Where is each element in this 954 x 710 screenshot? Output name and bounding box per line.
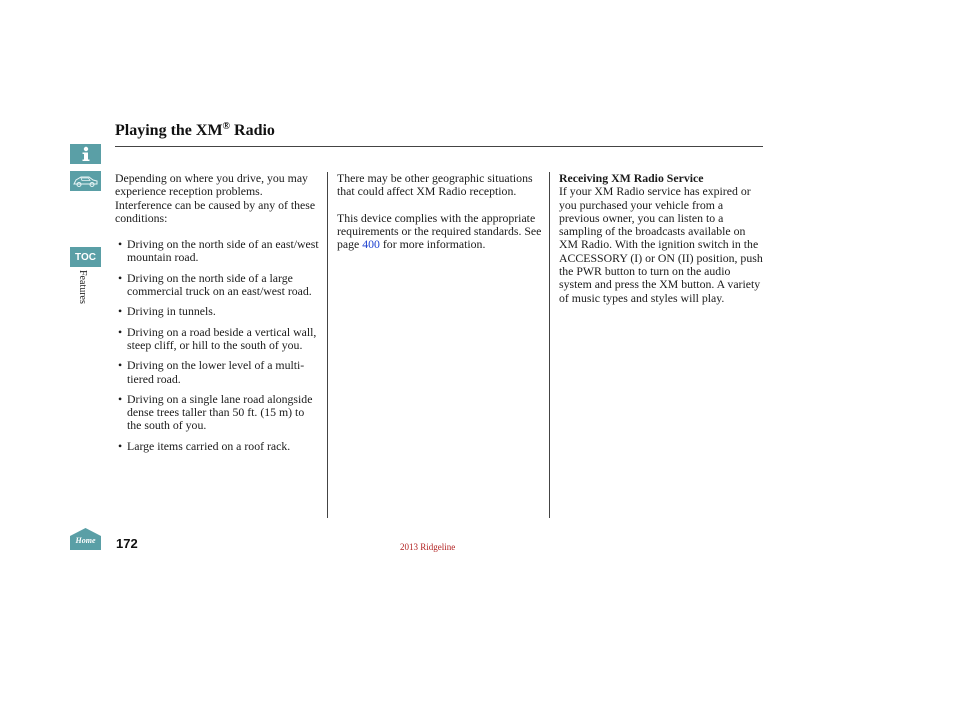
service-paragraph: If your XM Radio service has expired or you purchased your vehicle from a previous owner, you can listen to a sampling of the broadcasts available on XM Radio. With the ignition switch in the ACCESSORY (I) or ON (II) position, push the PWR button to turn on the audio system and press the XM button. A variety of music types and styles will play. [559,184,763,305]
home-icon [70,528,101,550]
home-label: Home [75,536,96,545]
page-link[interactable]: 400 [362,237,380,252]
column-divider-1 [327,172,328,518]
list-item: • Driving on the north side of an east/west mountain road. [115,238,321,265]
home-button[interactable] [70,528,101,550]
registered-mark: ® [222,121,231,132]
page-title-end: Radio [230,122,275,139]
geographic-paragraph: There may be other geographic situations that could affect XM Radio reception. [337,171,533,199]
vehicle-index-button[interactable] [70,171,101,191]
column-1 [115,172,321,460]
list-item: • Driving on the north side of a large commercial truck on an east/west road. [115,272,321,299]
list-item: • Driving on a road beside a vertical wall, steep cliff, or hill to the south of you. [115,326,321,353]
list-item: • Driving on a single lane road alongside dense trees taller than 50 ft. (15 m) to the south of you. [115,393,321,433]
info-icon [80,146,92,162]
compliance-text: This device complies with the appropriate requirements or the required standards. See page [337,210,542,252]
compliance-paragraph [337,212,543,252]
section-heading: Receiving XM Radio Service [559,171,704,185]
page-number: 172 [116,536,138,551]
page-title-main: Playing the XM [115,122,223,139]
list-item: • Large items carried on a roof rack. [115,440,321,453]
car-icon [72,174,99,188]
column-3 [559,172,765,305]
list-item: • Driving on the lower level of a multi-tiered road. [115,359,321,386]
title-divider [115,146,763,147]
toc-button[interactable]: TOC [70,247,101,267]
conditions-list [115,238,321,453]
info-button[interactable] [70,144,101,164]
compliance-text-end: for more information. [379,237,486,252]
column-2 [337,172,543,264]
list-item: • Driving in tunnels. [115,305,321,318]
intro-paragraph: Depending on where you drive, you may experience reception problems. Interference can be caused by any of these conditions: [115,171,316,225]
footer-title: 2013 Ridgeline [400,542,456,552]
column-divider-2 [549,172,550,518]
page-title [115,121,275,140]
section-label: Features [77,270,88,304]
